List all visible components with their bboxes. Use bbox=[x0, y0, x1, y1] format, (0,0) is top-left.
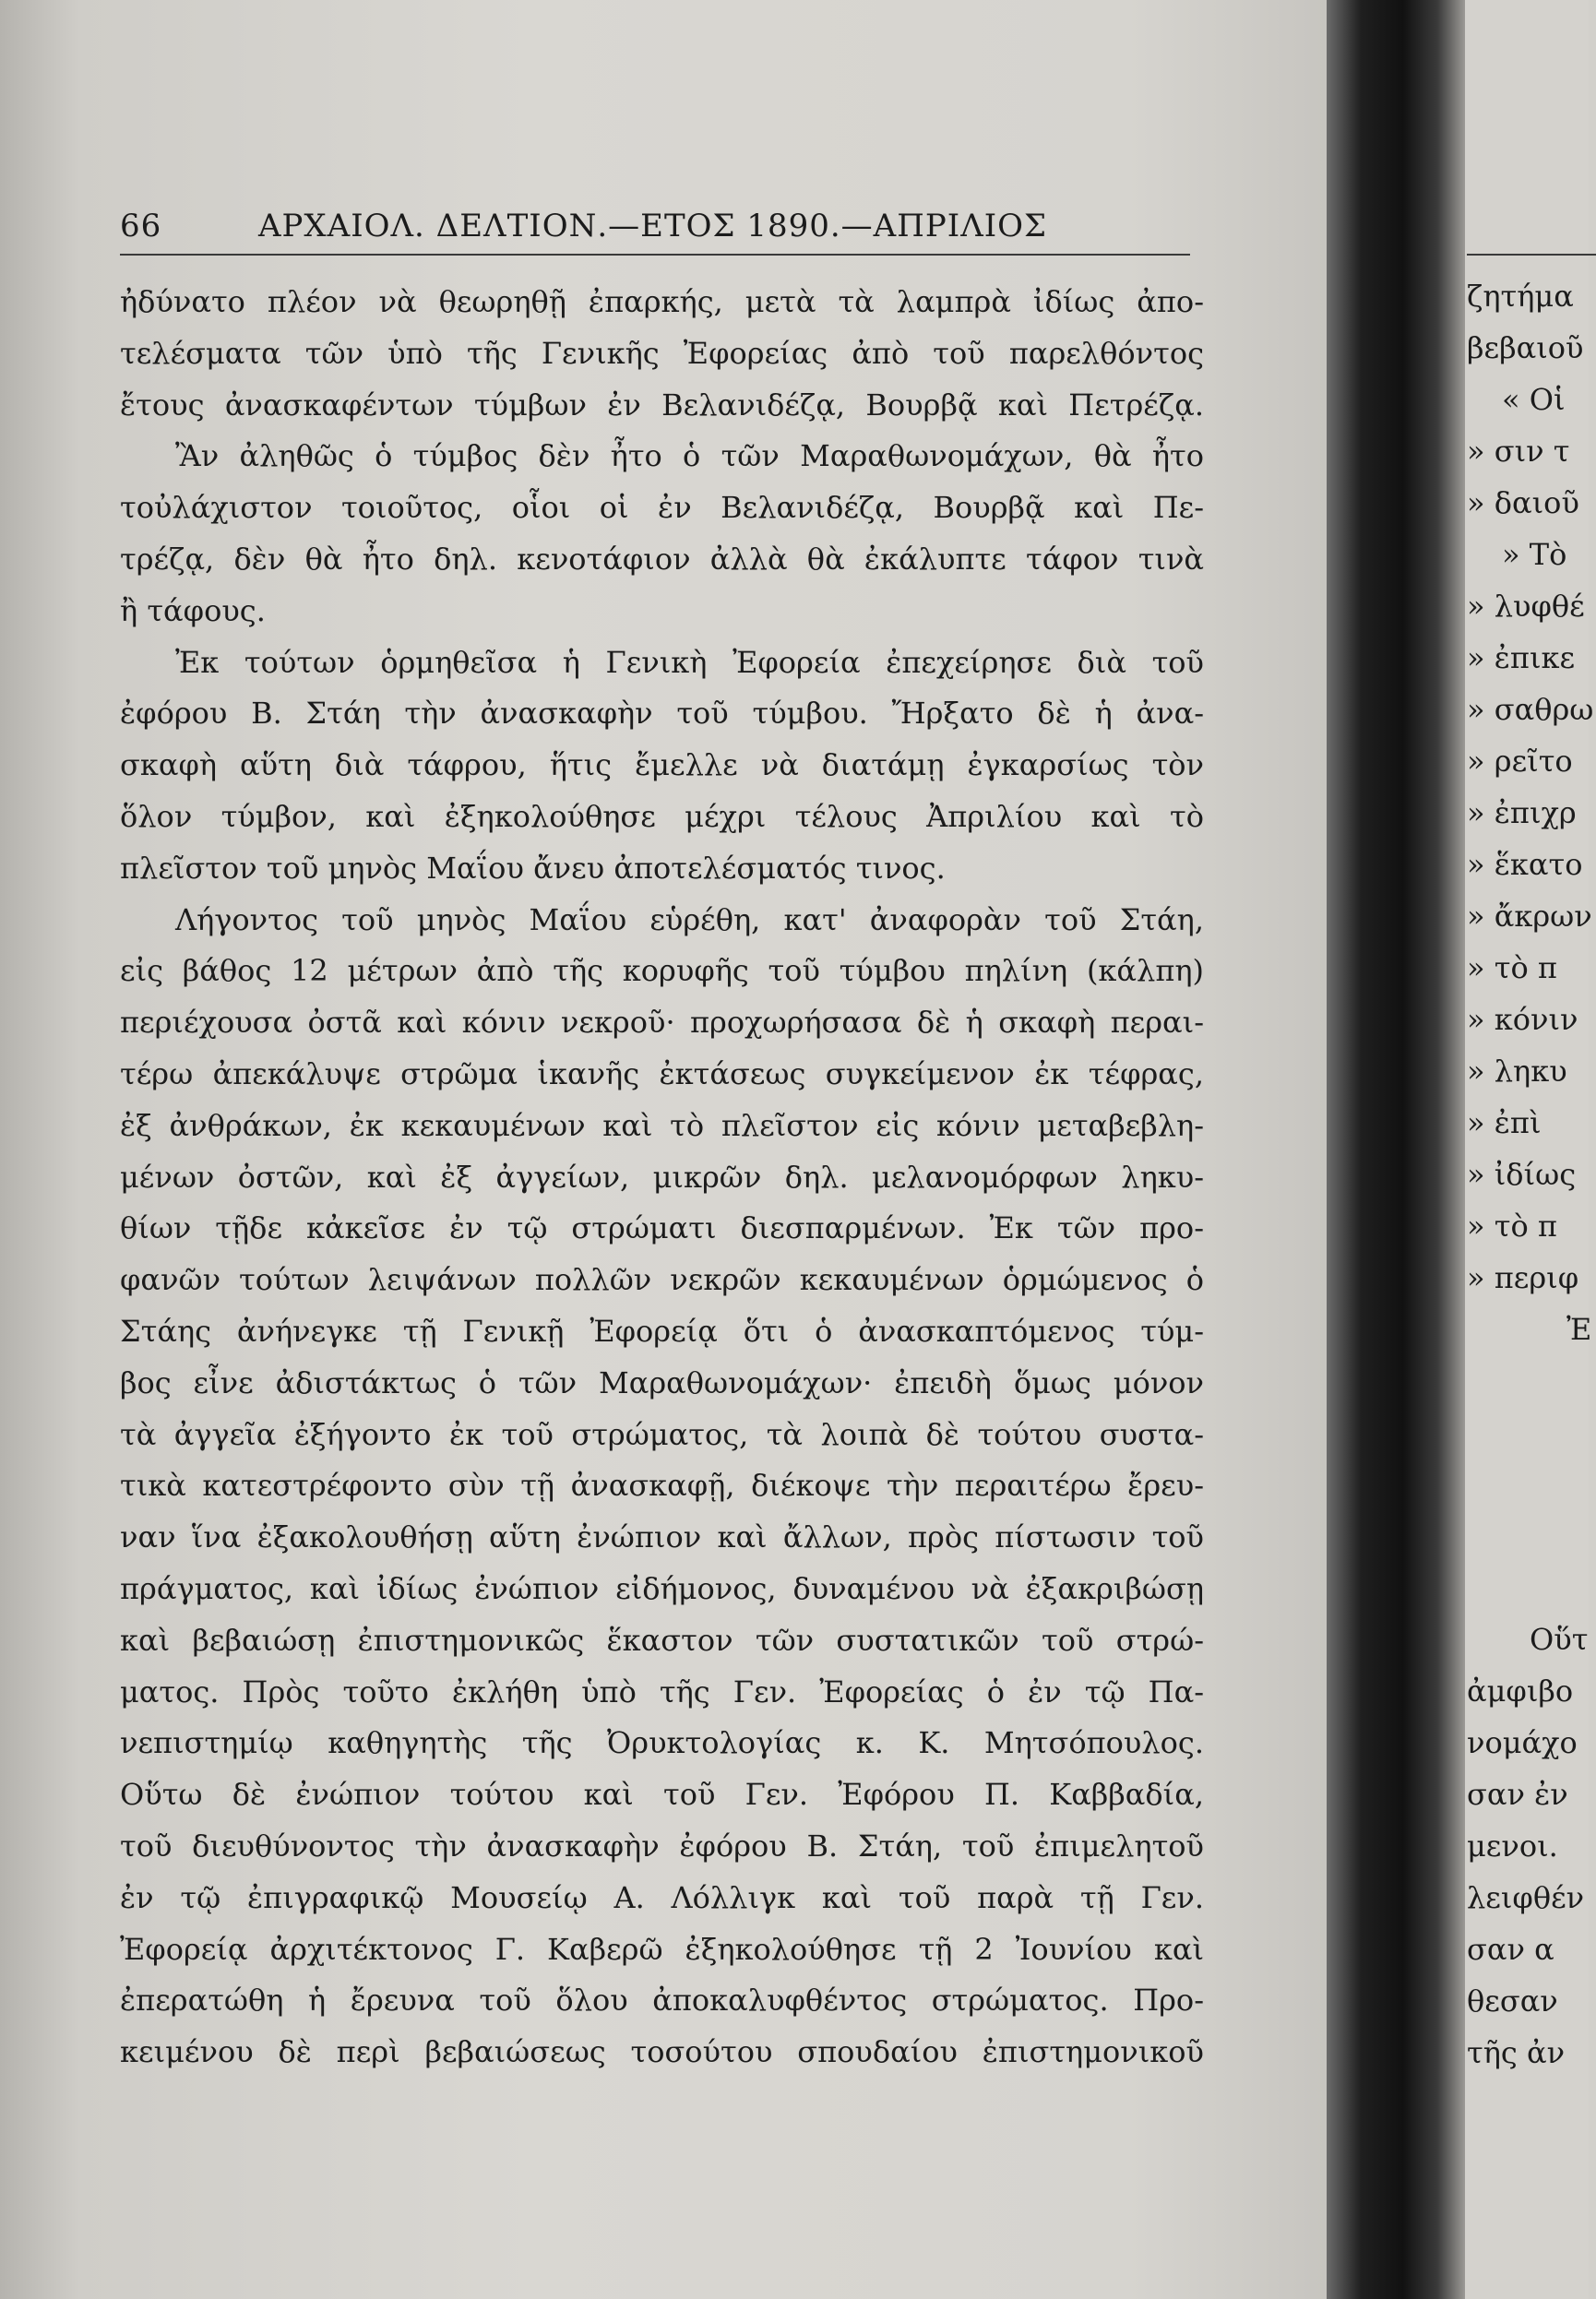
right-fragment-line: τῆς ἀν bbox=[1467, 2035, 1566, 2070]
text-line: εἰς βάθος 12 μέτρων ἀπὸ τῆς κορυφῆς τοῦ τύμβου πηλίνη (κάλπη) bbox=[120, 953, 1204, 989]
page-number: 66 bbox=[120, 208, 162, 244]
right-fragment-line: ζητήμα bbox=[1467, 279, 1574, 314]
right-fragment-line: λειφθέν bbox=[1467, 1880, 1585, 1915]
text-line: ἔτους ἀνασκαφέντων τύμβων ἐν Βελανιδέζᾳ, Βουρβᾷ καὶ Πετρέζᾳ. bbox=[120, 387, 1204, 423]
text-line: μένων ὀστῶν, καὶ ἐξ ἀγγείων, μικρῶν δηλ. μελανομόρφων ληκυ- bbox=[120, 1159, 1204, 1195]
running-header bbox=[120, 189, 1181, 244]
right-fragment-line: » λυφθέ bbox=[1467, 589, 1585, 624]
right-fragment-line: » σιν τ bbox=[1467, 434, 1570, 469]
right-fragment-line: βεβαιοῦ bbox=[1467, 330, 1584, 365]
text-line: Ἐκ τούτων ὁρμηθεῖσα ἡ Γενικὴ Ἐφορεία ἐπεχείρησε διὰ τοῦ bbox=[175, 644, 1204, 680]
running-title: ΑΡΧΑΙΟΛ. ΔΕΛΤΙΟΝ.—ΕΤΟΣ 1890.—ΑΠΡΙΛΙΟΣ bbox=[258, 208, 1048, 244]
right-header-rule bbox=[1467, 254, 1596, 256]
text-line: κειμένου δὲ περὶ βεβαιώσεως τοσούτου σπουδαίου ἐπιστημονικοῦ bbox=[120, 2034, 1204, 2070]
right-fragment-line: » τὸ π bbox=[1467, 1209, 1557, 1244]
right-fragment-line: » δαιοῦ bbox=[1467, 485, 1579, 520]
book-gutter bbox=[1327, 0, 1465, 2299]
right-fragment-line: Οὕτ bbox=[1530, 1622, 1589, 1657]
right-fragment-line: » ἐπικε bbox=[1467, 640, 1576, 675]
text-line: σκαφὴ αὕτη διὰ τάφρου, ἥτις ἔμελλε νὰ διατάμῃ ἐγκαρσίως τὸν bbox=[120, 747, 1204, 783]
text-line: τοὐλάχιστον τοιοῦτος, οἷοι οἱ ἐν Βελανιδέζᾳ, Βουρβᾷ καὶ Πε- bbox=[120, 490, 1204, 526]
header-rule bbox=[120, 254, 1190, 256]
right-fragment-line: » σαθρω bbox=[1467, 692, 1594, 727]
text-line: περιέχουσα ὀστᾶ καὶ κόνιν νεκροῦ· προχωρήσασα δὲ ἡ σκαφὴ περαι- bbox=[120, 1005, 1204, 1041]
text-line: τικὰ κατεστρέφοντο σὺν τῇ ἀνασκαφῇ, διέκοψε τὴν περαιτέρω ἔρευ- bbox=[120, 1468, 1204, 1504]
text-line: φανῶν τούτων λειψάνων πολλῶν νεκρῶν κεκαυμένων ὁρμώμενος ὁ bbox=[120, 1262, 1204, 1298]
right-fragment-line: » ἄκρων bbox=[1467, 899, 1592, 934]
right-fragment-line: » ἕκατο bbox=[1467, 847, 1583, 882]
text-line: καὶ βεβαιώσῃ ἐπιστημονικῶς ἕκαστον τῶν συστατικῶν τοῦ στρώ- bbox=[120, 1622, 1204, 1658]
text-line: τελέσματα τῶν ὑπὸ τῆς Γενικῆς Ἐφορείας ἀπὸ τοῦ παρελθόντος bbox=[120, 335, 1204, 371]
right-fragment-line: Ἐ bbox=[1566, 1312, 1592, 1347]
text-line: Ἂν ἀληθῶς ὁ τύμβος δὲν ἦτο ὁ τῶν Μαραθωνομάχων, θὰ ἦτο bbox=[175, 438, 1204, 474]
right-fragment-line: » περιφ bbox=[1467, 1260, 1579, 1295]
right-fragment-line: μενοι. bbox=[1467, 1828, 1558, 1864]
text-line: τοῦ διευθύνοντος τὴν ἀνασκαφὴν ἐφόρου Β. Στάη, τοῦ ἐπιμελητοῦ bbox=[120, 1828, 1204, 1864]
text-line: ἐξ ἀνθράκων, ἐκ κεκαυμένων καὶ τὸ πλεῖστον εἰς κόνιν μεταβεβλη- bbox=[120, 1107, 1204, 1143]
text-line: Στάης ἀνήνεγκε τῇ Γενικῇ Ἐφορείᾳ ὅτι ὁ ἀνασκαπτόμενος τύμ- bbox=[120, 1313, 1204, 1349]
text-line: ὅλον τύμβον, καὶ ἐξηκολούθησε μέχρι τέλους Ἀπριλίου καὶ τὸ bbox=[120, 798, 1204, 834]
right-fragment-line: » ἐπιχρ bbox=[1467, 795, 1577, 830]
right-fragment-line: » ἐπὶ bbox=[1467, 1105, 1542, 1140]
text-line: ἢ τάφους. bbox=[120, 592, 266, 628]
right-fragment-line: σαν α bbox=[1467, 1932, 1554, 1967]
right-fragment-line: » ληκυ bbox=[1467, 1054, 1567, 1089]
right-fragment-line: ἀμφιβο bbox=[1467, 1674, 1574, 1709]
right-fragment-line: » Τὸ bbox=[1502, 537, 1567, 572]
text-line: Οὕτω δὲ ἐνώπιον τούτου καὶ τοῦ Γεν. Ἐφόρου Π. Καββαδία, bbox=[120, 1777, 1204, 1813]
text-line: βος εἶνε ἀδιστάκτως ὁ τῶν Μαραθωνομάχων· ἐπειδὴ ὅμως μόνον bbox=[120, 1364, 1204, 1400]
right-fragment-line: νομάχο bbox=[1467, 1725, 1578, 1760]
right-fragment-line: θεσαν bbox=[1467, 1983, 1558, 2019]
text-line: τὰ ἀγγεῖα ἐξήγοντο ἐκ τοῦ στρώματος, τὰ λοιπὰ δὲ τούτου συστα- bbox=[120, 1416, 1204, 1452]
right-fragment-line: σαν ἐν bbox=[1467, 1777, 1568, 1812]
text-line: πλεῖστον τοῦ μηνὸς Μαΐου ἄνευ ἀποτελέσματός τινος. bbox=[120, 850, 946, 886]
text-line: Λήγοντος τοῦ μηνὸς Μαΐου εὑρέθη, κατ' ἀναφορὰν τοῦ Στάη, bbox=[175, 901, 1204, 937]
text-line: ἐπερατώθη ἡ ἔρευνα τοῦ ὅλου ἀποκαλυφθέντος στρώματος. Προ- bbox=[120, 1983, 1204, 2019]
text-line: τέρω ἀπεκάλυψε στρῶμα ἱκανῆς ἐκτάσεως συγκείμενον ἐκ τέφρας, bbox=[120, 1055, 1204, 1091]
right-fragment-line: » ἰδίως bbox=[1467, 1157, 1577, 1192]
text-line: ἐν τῷ ἐπιγραφικῷ Μουσείῳ Α. Λόλλιγκ καὶ τοῦ παρὰ τῇ Γεν. bbox=[120, 1879, 1204, 1915]
right-fragment-line: » τὸ π bbox=[1467, 950, 1557, 985]
text-line: νεπιστημίῳ καθηγητὴς τῆς Ὀρυκτολογίας κ. Κ. Μητσόπουλος. bbox=[120, 1725, 1204, 1761]
right-fragment-line: « Οἱ bbox=[1502, 382, 1566, 417]
text-line: τρέζᾳ, δὲν θὰ ἦτο δηλ. κενοτάφιον ἀλλὰ θὰ ἐκάλυπτε τάφον τινὰ bbox=[120, 541, 1204, 577]
text-line: ἠδύνατο πλέον νὰ θεωρηθῇ ἐπαρκής, μετὰ τὰ λαμπρὰ ἰδίως ἀπο- bbox=[120, 284, 1204, 319]
text-line: Ἐφορείᾳ ἀρχιτέκτονος Γ. Καβερῶ ἐξηκολούθησε τῇ 2 Ἰουνίου καὶ bbox=[120, 1931, 1204, 1967]
text-line: πράγματος, καὶ ἰδίως ἐνώπιον εἰδήμονος, δυναμένου νὰ ἐξακριβώσῃ bbox=[120, 1570, 1204, 1606]
text-line: ναν ἵνα ἐξακολουθήσῃ αὕτη ἐνώπιον καὶ ἄλλων, πρὸς πίστωσιν τοῦ bbox=[120, 1519, 1204, 1555]
right-page-fragment bbox=[1465, 0, 1594, 2299]
body-text bbox=[120, 277, 1204, 2079]
right-fragment-line: » κόνιν bbox=[1467, 1002, 1578, 1037]
text-line: ἐφόρου Β. Στάη τὴν ἀνασκαφὴν τοῦ τύμβου. Ἤρξατο δὲ ἡ ἀνα- bbox=[120, 696, 1204, 732]
text-line: ματος. Πρὸς τοῦτο ἐκλήθη ὑπὸ τῆς Γεν. Ἐφορείας ὁ ἐν τῷ Πα- bbox=[120, 1674, 1204, 1709]
text-line: θίων τῇδε κἀκεῖσε ἐν τῷ στρώματι διεσπαρμένων. Ἐκ τῶν προ- bbox=[120, 1210, 1204, 1246]
right-fragment-line: » ρεῖτο bbox=[1467, 744, 1573, 779]
